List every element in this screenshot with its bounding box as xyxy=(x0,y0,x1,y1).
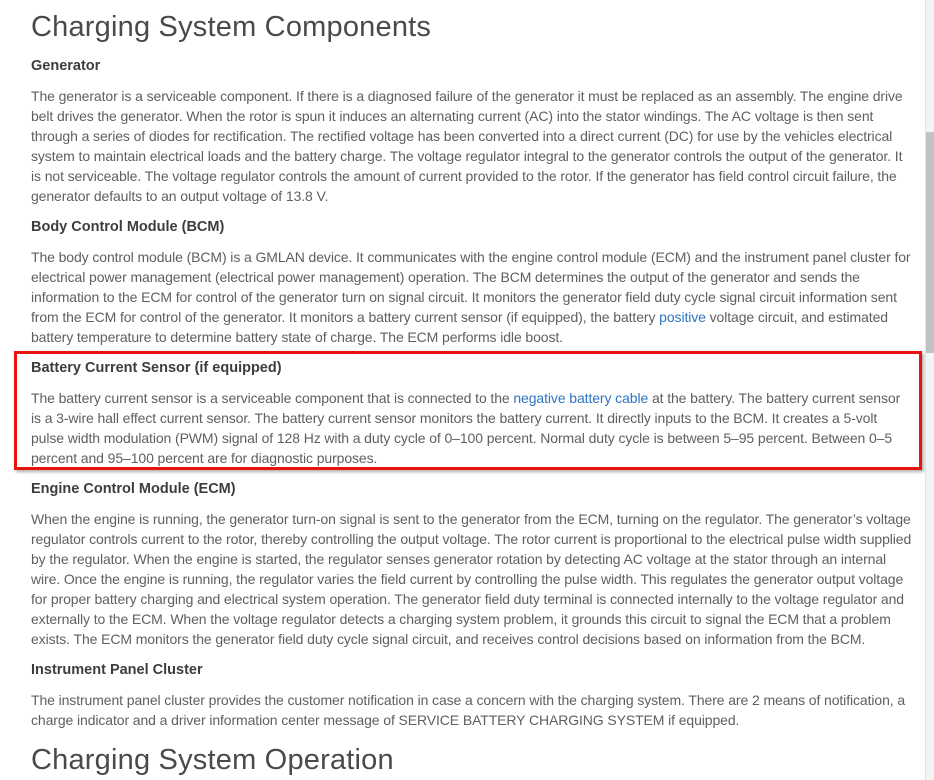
bcm-paragraph xyxy=(31,247,912,347)
instrument-panel-cluster-heading: Instrument Panel Cluster xyxy=(31,662,203,678)
vertical-scrollbar-thumb[interactable] xyxy=(926,132,934,353)
battery-current-sensor-heading: Battery Current Sensor (if equipped) xyxy=(31,360,282,376)
section-instrument-panel-cluster xyxy=(31,662,912,730)
section-ecm xyxy=(31,481,912,649)
bcm-text-before-link: The body control module (BCM) is a GMLAN device. It communicates with the engine control module (ECM) and the instrument panel cluster for electrical power management (electrical power management) operation. The BCM determines the output of the generator and sends the information to the ECM for control of the generator turn on signal circuit. It monitors the generator field duty cycle signal circuit information sent from the ECM for control of the generator. It monitors a battery current sensor (if equipped), the battery xyxy=(31,249,911,325)
section-bcm xyxy=(31,219,912,347)
battery-current-sensor-paragraph xyxy=(31,388,912,468)
instrument-panel-cluster-paragraph: The instrument panel cluster provides the customer notification in case a concern with the charging system. There are 2 means of notification, a charge indicator and a driver information center message of SERVICE BATTERY CHARGING SYSTEM if equipped. xyxy=(31,692,906,728)
negative-battery-cable-link[interactable]: negative battery cable xyxy=(513,390,649,406)
ecm-heading: Engine Control Module (ECM) xyxy=(31,481,236,497)
section-battery-current-sensor xyxy=(31,360,912,468)
page-title: Charging System Components xyxy=(31,11,432,43)
bcm-text-after-link: voltage circuit, and estimated battery temperature to determine battery state of charge. The ECM performs idle boost. xyxy=(31,309,888,345)
bcm-heading: Body Control Module (BCM) xyxy=(31,219,225,235)
generator-heading: Generator xyxy=(31,58,101,74)
bcs-text-after-link: at the battery. The battery current sensor is a 3-wire hall effect current sensor. The battery current sensor monitors the battery current. It directly inputs to the BCM. It creates a 5-volt pulse width modulation (PWM) signal of 128 Hz with a duty cycle of 0–100 percent. Normal duty cycle is between 5–95 percent. Between 0–5 percent and 95–100 percent are for diagnostic purposes. xyxy=(31,390,901,466)
next-page-title: Charging System Operation xyxy=(31,744,394,776)
ecm-paragraph: When the engine is running, the generator turn-on signal is sent to the generator from the ECM, turning on the regulator. The generator’s voltage regulator controls current to the rotor, thereby controlling the output voltage. The rotor current is proportional to the electrical pulse width supplied by the regulator. When the engine is started, the regulator senses generator rotation by detecting AC voltage at the stator through an internal wire. Once the engine is running, the regulator varies the field current by controlling the pulse width. This regulates the generator output voltage for proper battery charging and electrical system operation. The generator field duty terminal is connected internally to the voltage regulator and externally to the ECM. When the voltage regulator detects a charging system problem, it grounds this circuit to signal the ECM that a problem exists. The ECM monitors the generator field duty cycle signal circuit, and receives control decisions based on information from the BCM. xyxy=(31,511,912,647)
generator-paragraph: The generator is a serviceable component. If there is a diagnosed failure of the generator it must be replaced as an assembly. The engine drive belt drives the generator. When the rotor is spun it induces an alternating current (AC) into the stator windings. The AC voltage is then sent through a series of diodes for rectification. The rectified voltage has been converted into a direct current (DC) for use by the vehicles electrical system to maintain electrical loads and the battery charge. The voltage regulator integral to the generator controls the output of the generator. It is not serviceable. The voltage regulator controls the amount of current provided to the rotor. If the generator has field control circuit failure, the generator defaults to an output voltage of 13.8 V. xyxy=(31,88,903,204)
vertical-scrollbar-track[interactable] xyxy=(925,0,934,780)
section-generator xyxy=(31,58,912,206)
positive-link[interactable]: positive xyxy=(659,309,706,325)
bcs-text-before-link: The battery current sensor is a serviceable component that is connected to the xyxy=(31,390,514,406)
